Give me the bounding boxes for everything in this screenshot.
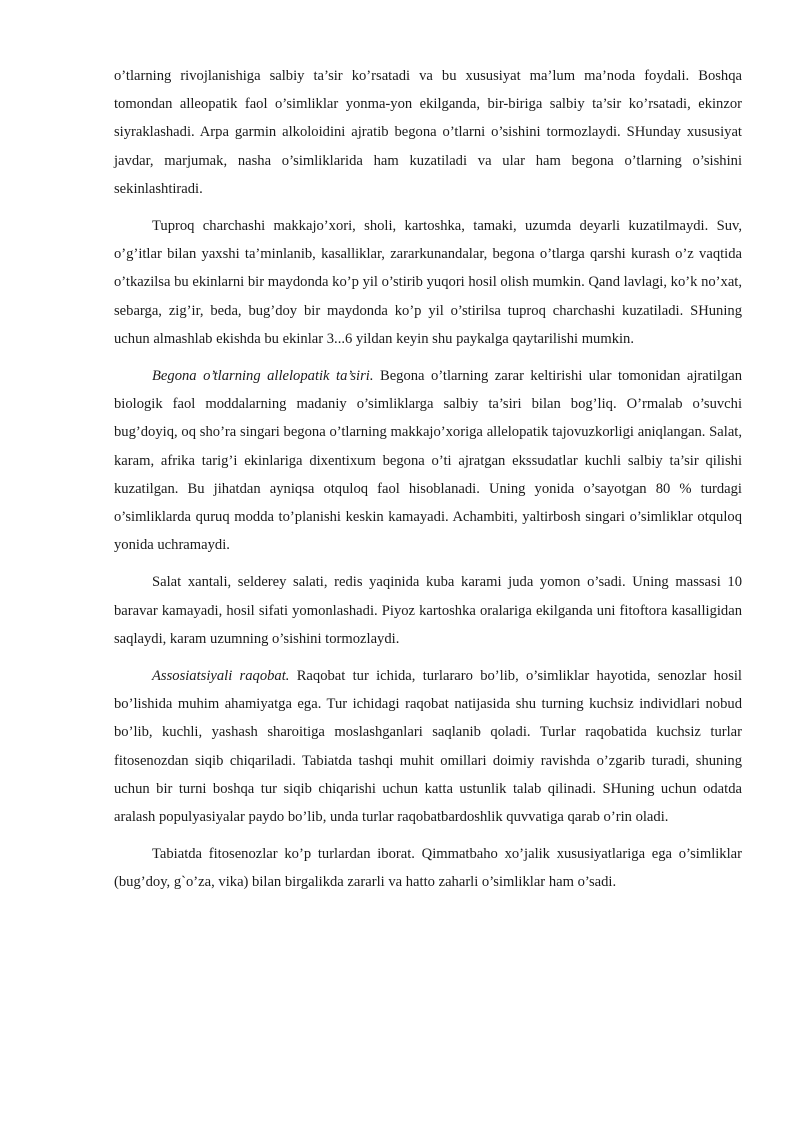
paragraph-3-lead: Begona o’tlarning allelopatik ta’siri.	[152, 368, 374, 385]
paragraph-2-text: Tuproq charchashi makkajo’xori, sholi, kartoshka, tamaki, uzumda deyarli kuzatilmaydi. Suv, o’g’itlar bilan yaxshi ta’minlanib, kasalliklar, zararkunandalar, begona o’tlarga qarshi kurash o’z vaqtida o’tkazilsa bu ekinlarni bir maydonda ko’p yil o’stirib yuqori hosil olish mumkin. Qand lavlagi, ko’k no’xat, sebarga, zig’ir, beda, bug’doy bir maydonda ko’p yil o’stirilsa tuproq charchashi kuzatiladi. SHuning uchun almashlab ekishda bu ekinlar 3...6 yildan keyin shu paykalga qaytarilishi mumkin.	[114, 218, 742, 347]
paragraph-1	[114, 62, 742, 203]
paragraph-1-text: o’tlarning rivojlanishiga salbiy ta’sir ko’rsatadi va bu xususiyat ma’lum ma’noda foydali. Boshqa tomondan alleopatik faol o’simliklar yonma-yon ekilganda, bir-biriga salbiy ta’sir ko’rsatadi, ekinzor siyraklashadi. Arpa garmin alkoloidini ajratib begona o’tlarni o’sishini tormozlaydi. SHunday xususiyat javdar, marjumak, nasha o’simliklarida ham kuzatiladi va ular ham begona o’tlarning o’sishini sekinlashtiradi.	[114, 68, 742, 197]
document-page	[114, 62, 742, 906]
paragraph-6	[114, 840, 742, 896]
paragraph-2	[114, 212, 742, 353]
paragraph-4-text: Salat xantali, selderey salati, redis yaqinida kuba karami juda yomon o’sadi. Uning massasi 10 baravar kamayadi, hosil sifati yomonlashadi. Piyoz kartoshka oralariga ekilganda uni fitoftora kasalligidan saqlaydi, karam uzumning o’sishini tormozlaydi.	[114, 574, 742, 647]
paragraph-5	[114, 662, 742, 831]
paragraph-4	[114, 568, 742, 653]
paragraph-6-text: Tabiatda fitosenozlar ko’p turlardan iborat. Qimmatbaho xo’jalik xususiyatlariga ega o’simliklar (bug’doy, g`o’za, vika) bilan birgalikda zararli va hatto zaharli o’simliklar ham o’sadi.	[114, 846, 742, 891]
paragraph-3-text: Begona o’tlarning zarar keltirishi ular tomonidan ajratilgan biologik faol moddalarning madaniy o’simliklarga salbiy ta’siri bilan bog’liq. O’rmalab o’suvchi bug’doyiq, oq sho’ra singari begona o’tlarning makkajo’xoriga allelopatik tajovuzkorligi aniqlangan. Salat, karam, afrika tarig’i ekinlariga dixentixum begona o’ti ajratgan ekssudatlar kuchli salbiy ta’sir qilishi kuzatilgan. Bu jihatdan ayniqsa otquloq faol hisoblanadi. Uning yonida o’sayotgan 80 % turdagi o’simliklarda quruq modda to’planishi keskin kamayadi. Achambiti, yaltirbosh singari o’simliklar otquloq yonida uchramaydi.	[114, 368, 742, 554]
paragraph-3	[114, 362, 742, 559]
paragraph-5-text: Raqobat tur ichida, turlararo bo’lib, o’simliklar hayotida, senozlar hosil bo’lishida muhim ahamiyatga ega. Tur ichidagi raqobat natijasida shu turning kuchsiz individlari nobud bo’lib, kuchli, yashash sharoitiga moslashganlari saqlanib qoladi. Turlar raqobatida kuchsiz turlar fitosenozdan siqib chiqariladi. Tabiatda tashqi muhit omillari doimiy ravishda o’zgarib turadi, shuning uchun bir turni boshqa tur siqib chiqarishi uchun katta ustunlik talab qilinadi. SHuning uchun odatda aralash populyasiyalar paydo bo’lib, unda turlar raqobatbardoshlik quvvatiga qarab o’rin oladi.	[114, 668, 742, 826]
paragraph-5-lead: Assosiatsiyali raqobat.	[152, 668, 290, 685]
